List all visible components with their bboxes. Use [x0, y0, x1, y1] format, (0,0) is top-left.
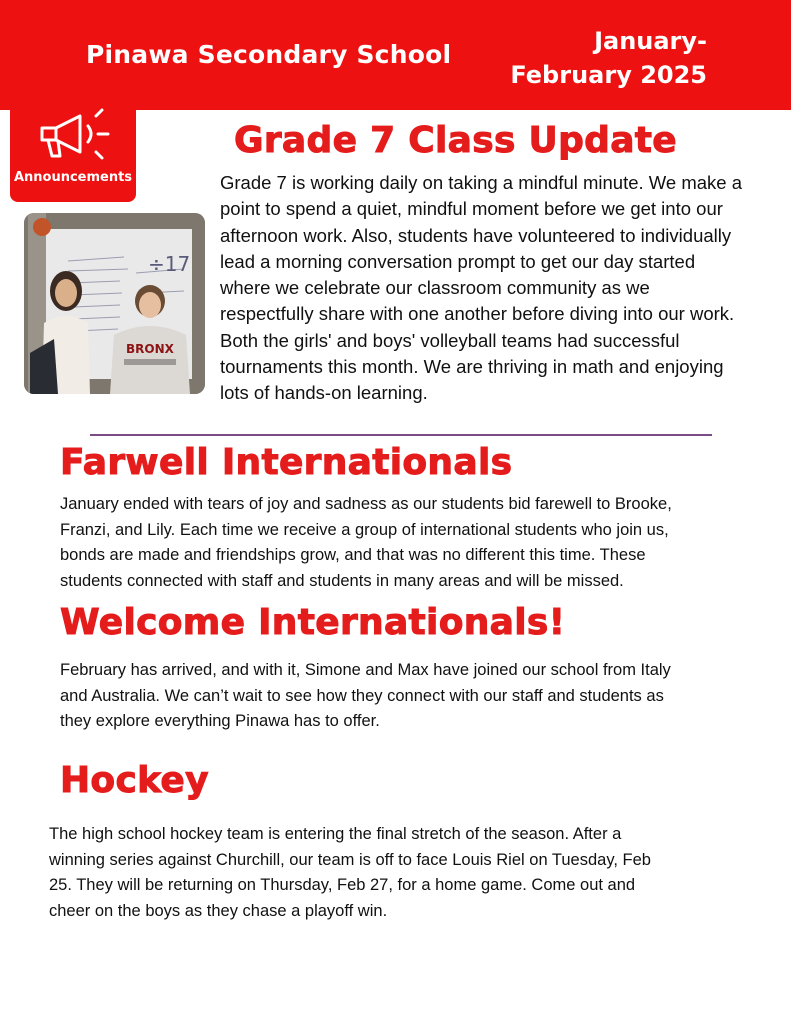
announcements-label: Announcements [13, 170, 133, 185]
welcome-line: they explore everything Pinawa has to offer. [60, 712, 380, 730]
hockey-line: cheer on the boys as they chase a playoff win. [49, 901, 388, 920]
issue-date-line2: February 2025 [510, 61, 707, 89]
grade7-line: afternoon work. Also, students have volunteered to individually [220, 224, 732, 246]
section-divider [90, 434, 712, 436]
farwell-line: students connected with staff and students in many areas and will be missed. [60, 571, 624, 590]
grade7-line: lead a morning conversation prompt to get our day started [220, 250, 696, 272]
school-name: Pinawa Secondary School [86, 40, 452, 69]
grade7-line: lots of hands-on learning. [220, 382, 428, 404]
grade7-line: respectfully share with one another before diving into our work. [220, 303, 735, 325]
welcome-line: February has arrived, and with it, Simone and Max have joined our school from Italy [60, 661, 671, 679]
grade7-line: where we celebrate our classroom community as we [220, 277, 650, 299]
grade7-line: point to spend a quiet, mindful moment before we get into our [220, 198, 723, 220]
grade7-line: tournaments this month. We are thriving in math and enjoying [220, 356, 724, 378]
hockey-line: 25. They will be returning on Thursday, Feb 27, for a home game. Come out and [49, 876, 636, 894]
class-photo-illustration [24, 213, 205, 394]
welcome-line: and Australia. We can’t wait to see how they connect with our staff and students as [60, 686, 664, 705]
shirt-text: BRONX [126, 342, 174, 356]
issue-date-line1: January- [594, 27, 707, 55]
hockey-title: Hockey [60, 760, 209, 801]
welcome-title: Welcome Internationals! [60, 602, 566, 643]
farwell-line: bonds are made and friendships grow, and that was no different this time. These [60, 546, 646, 564]
class-photo [24, 213, 205, 394]
hockey-body [49, 822, 769, 924]
welcome-body [60, 658, 780, 735]
farwell-body [60, 492, 780, 594]
grade7-line: Grade 7 is working daily on taking a mindful minute. We make a [220, 172, 743, 193]
farwell-title: Farwell Internationals [60, 442, 513, 483]
farwell-line: January ended with tears of joy and sadness as our students bid farewell to Brooke, [60, 495, 672, 513]
grade7-line: Both the girls' and boys' volleyball teams had successful [220, 329, 680, 351]
farwell-line: Franzi, and Lily. Each time we receive a group of international students who join us, [60, 520, 669, 539]
svg-text:÷17: ÷17 [148, 252, 191, 276]
grade7-title: Grade 7 Class Update [234, 120, 678, 161]
megaphone-icon [36, 108, 126, 164]
grade7-body [220, 170, 780, 407]
hockey-line: winning series against Churchill, our team is off to face Louis Riel on Tuesday, Feb [49, 850, 651, 869]
hockey-line: The high school hockey team is entering the final stretch of the season. After a [49, 825, 622, 843]
issue-date [510, 24, 707, 92]
announcements-tab [10, 100, 136, 202]
